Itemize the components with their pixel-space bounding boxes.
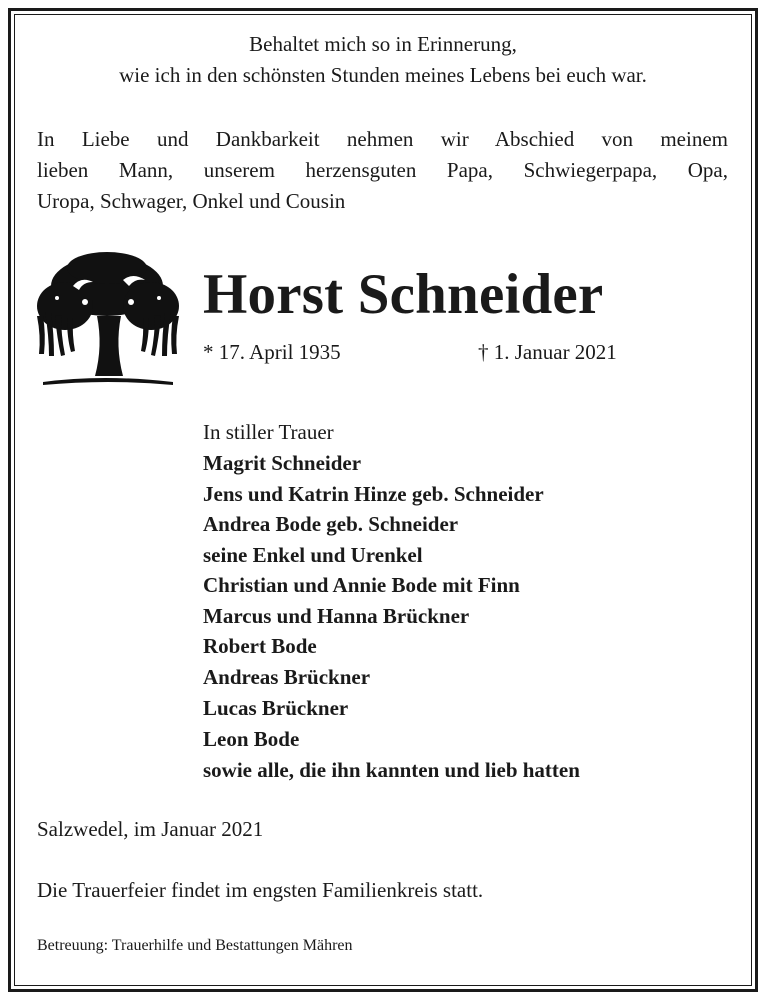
mourner-name: Magrit Schneider	[203, 451, 362, 475]
mourner-name: seine Enkel und Urenkel	[203, 543, 423, 567]
mourner-name: Jens und Katrin Hinze geb. Schneider	[203, 482, 544, 506]
mourner-name: Marcus und Hanna Brückner	[203, 604, 470, 628]
funeral-care-note: Betreuung: Trauerhilfe und Bestattungen Mähren	[37, 937, 353, 954]
intro-line-2: lieben Mann, unserem herzensguten Papa, Schwiegerpapa, Opa,	[37, 158, 728, 182]
intro-paragraph	[37, 124, 728, 217]
deceased-name: Horst Schneider	[203, 263, 604, 326]
birth-date: * 17. April 1935	[203, 340, 341, 364]
place-and-date: Salzwedel, im Januar 2021	[37, 817, 264, 841]
mourner-name: Andrea Bode geb. Schneider	[203, 512, 459, 536]
mourner-name: Leon Bode	[203, 727, 300, 751]
mourner-name: Christian und Annie Bode mit Finn	[203, 573, 520, 597]
weeping-willow-tree-icon	[27, 246, 189, 390]
mourner-name: Andreas Brückner	[203, 665, 371, 689]
intro-line-3: Uropa, Schwager, Onkel und Cousin	[37, 189, 346, 213]
ceremony-note: Die Trauerfeier findet im engsten Familienkreis statt.	[37, 878, 484, 902]
intro-line-1: In Liebe und Dankbarkeit nehmen wir Abschied von meinem	[37, 127, 728, 151]
quote-line-1: Behaltet mich so in Erinnerung,	[249, 32, 517, 56]
death-date: † 1. Januar 2021	[478, 340, 617, 364]
mourner-closing: sowie alle, die ihn kannten und lieb hatten	[203, 758, 580, 782]
mourners-heading: In stiller Trauer	[203, 420, 334, 444]
mourner-name: Lucas Brückner	[203, 696, 349, 720]
mourner-name: Robert Bode	[203, 634, 317, 658]
quote-line-2: wie ich in den schönsten Stunden meines Lebens bei euch war.	[119, 63, 647, 87]
